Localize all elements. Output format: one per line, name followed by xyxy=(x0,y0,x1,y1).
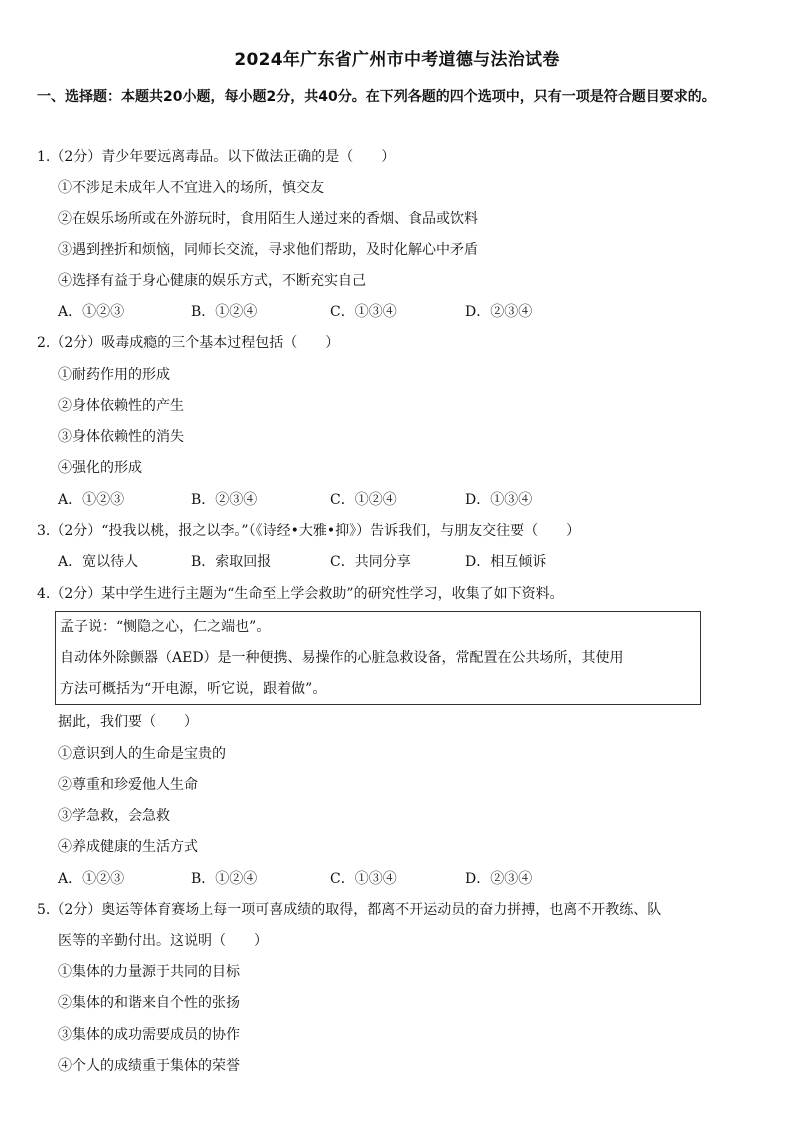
question-5-stem-line-1: 5.（2分）奥运等体育赛场上每一项可喜成绩的取得，都离不开运动员的奋力拼搏，也离不开教练、队 xyxy=(37,902,662,918)
question-2-statement-2: ②身体依赖性的产生 xyxy=(58,398,184,414)
question-1-choice-a[interactable]: A．①②③ xyxy=(58,304,125,320)
question-5-statement-1: ①集体的力量源于共同的目标 xyxy=(58,964,240,980)
question-2-statement-4: ④强化的形成 xyxy=(58,460,142,476)
question-4-stem: 4.（2分）某中学生进行主题为“生命至上学会救助”的研究性学习，收集了如下资料。 xyxy=(37,586,564,602)
question-5-statement-2: ②集体的和谐来自个性的张扬 xyxy=(58,995,240,1011)
question-2-choice-d[interactable]: D．①③④ xyxy=(465,492,533,508)
question-2-choices xyxy=(58,485,718,516)
question-2-choice-c[interactable]: C．①②④ xyxy=(330,492,397,508)
question-4-statement-1: ①意识到人的生命是宝贵的 xyxy=(58,746,226,762)
question-1-stem: 1.（2分）青少年要远离毒品。以下做法正确的是（ ） xyxy=(37,149,396,165)
section-instructions: 一、选择题：本题共20小题，每小题2分，共40分。在下列各题的四个选项中，只有一项是符合题目要求的。 xyxy=(37,89,716,105)
question-3-choices xyxy=(58,547,718,578)
question-3-choice-d[interactable]: D．相互倾诉 xyxy=(465,554,547,570)
question-5-statement-4: ④个人的成绩重于集体的荣誉 xyxy=(58,1058,240,1074)
question-3-choice-b[interactable]: B．索取回报 xyxy=(191,554,272,570)
material-line-3: 方法可概括为“开电源，听它说，跟着做”。 xyxy=(60,681,327,697)
question-4-statement-2: ②尊重和珍爱他人生命 xyxy=(58,777,198,793)
question-2-choice-b[interactable]: B．②③④ xyxy=(191,492,258,508)
page-title: 2024年广东省广州市中考道德与法治试卷 xyxy=(234,50,560,70)
question-2-statement-3: ③身体依赖性的消失 xyxy=(58,429,184,445)
material-line-2: 自动体外除颤器（AED）是一种便携、易操作的心脏急救设备，常配置在公共场所，其使用 xyxy=(60,650,624,666)
question-4-statement-3: ③学急救，会急救 xyxy=(58,808,170,824)
question-5-statement-3: ③集体的成功需要成员的协作 xyxy=(58,1027,240,1043)
question-4-statement-4: ④养成健康的生活方式 xyxy=(58,839,198,855)
question-4-choice-a[interactable]: A．①②③ xyxy=(58,871,125,887)
question-2-stem: 2.（2分）吸毒成瘾的三个基本过程包括（ ） xyxy=(37,335,340,351)
material-line-1: 孟子说：“恻隐之心，仁之端也”。 xyxy=(60,619,271,635)
question-4-lead: 据此，我们要（ ） xyxy=(58,714,198,730)
question-3-choice-c[interactable]: C．共同分享 xyxy=(330,554,411,570)
question-4-choice-d[interactable]: D．②③④ xyxy=(465,871,533,887)
question-1-choice-c[interactable]: C．①③④ xyxy=(330,304,397,320)
question-3-stem: 3.（2分）“投我以桃，报之以李。”（《诗经•大雅•抑》）告诉我们，与朋友交往要（ ） xyxy=(37,523,581,539)
question-3-choice-a[interactable]: A．宽以待人 xyxy=(58,554,139,570)
material-box xyxy=(55,611,701,705)
question-5-stem-line-2: 医等的辛勤付出。这说明（ ） xyxy=(58,933,268,949)
question-1-choice-b[interactable]: B．①②④ xyxy=(191,304,258,320)
question-2-statement-1: ①耐药作用的形成 xyxy=(58,367,170,383)
question-4-choice-c[interactable]: C．①③④ xyxy=(330,871,397,887)
question-1-statement-2: ②在娱乐场所或在外游玩时，食用陌生人递过来的香烟、食品或饮料 xyxy=(58,211,478,227)
question-4-choice-b[interactable]: B．①②④ xyxy=(191,871,258,887)
question-1-choices xyxy=(58,297,718,328)
question-1-statement-1: ①不涉足未成年人不宜进入的场所，慎交友 xyxy=(58,180,324,196)
question-1-statement-3: ③遇到挫折和烦恼，同师长交流，寻求他们帮助，及时化解心中矛盾 xyxy=(58,242,478,258)
question-1-statement-4: ④选择有益于身心健康的娱乐方式，不断充实自己 xyxy=(58,273,366,289)
question-2-choice-a[interactable]: A．①②③ xyxy=(58,492,125,508)
question-4-choices xyxy=(58,864,718,895)
question-1-choice-d[interactable]: D．②③④ xyxy=(465,304,533,320)
